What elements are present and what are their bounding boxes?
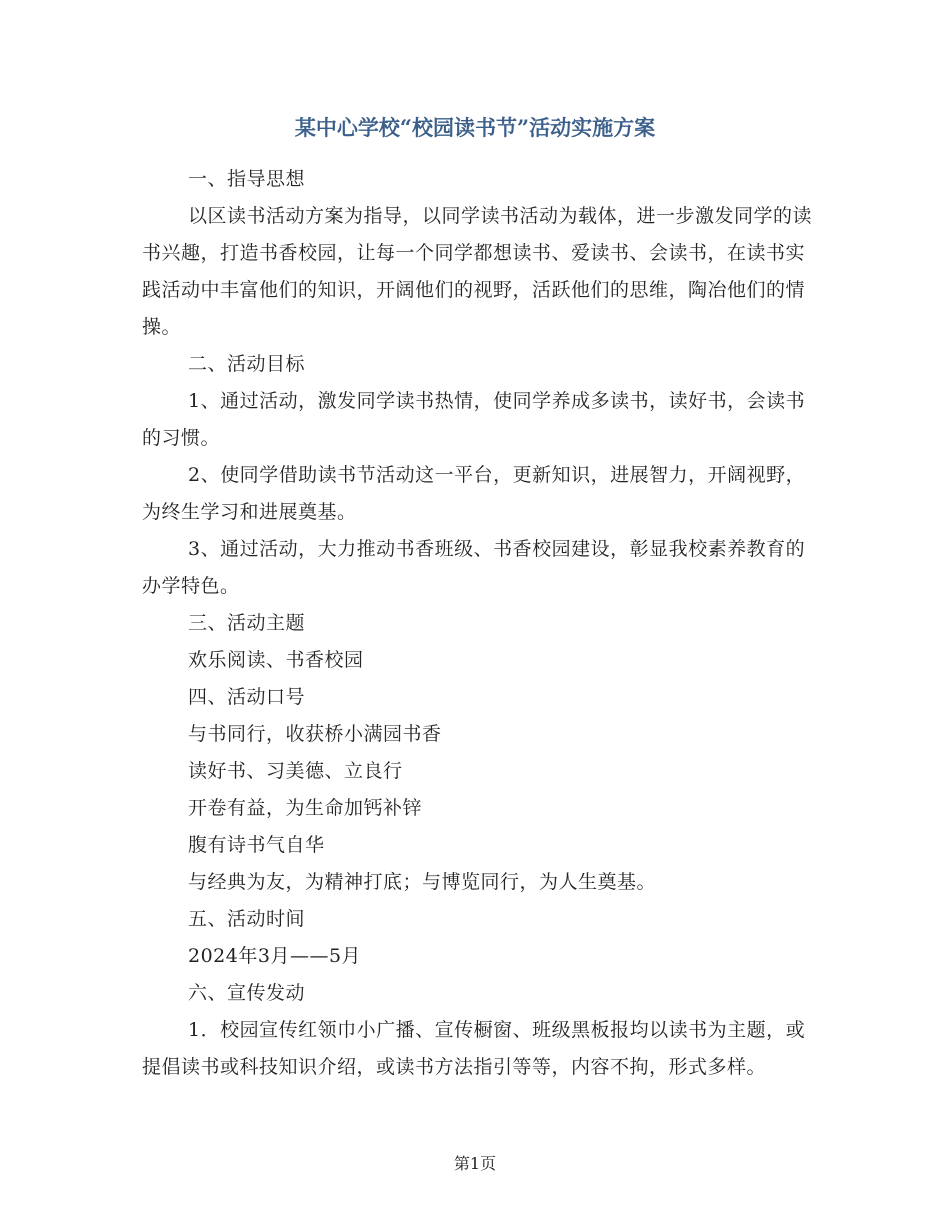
page-number: 第1页 <box>453 1154 497 1173</box>
body-paragraph: 欢乐阅读、书香校园 <box>188 649 364 671</box>
body-paragraph: 1．校园宣传红领巾小广播、宣传橱窗、班级黑板报均以读书为主题，或提倡读书或科技知识介绍，或读书方法指引等等，内容不拘，形式多样。 <box>142 1019 806 1078</box>
body-paragraph: 2024年3月——5月 <box>188 945 362 967</box>
section-heading: 六、宣传发动 <box>188 982 306 1004</box>
slogan-line: 腹有诗书气自华 <box>188 834 325 856</box>
document-body <box>142 161 814 1086</box>
body-paragraph: 以区读书活动方案为指导，以同学读书活动为载体，进一步激发同学的读书兴趣，打造书香校园，让每一个同学都想读书、爱读书、会读书，在读书实践活动中丰富他们的知识，开阔他们的视野，活跃他们的思维，陶冶他们的情操。 <box>142 205 813 338</box>
slogan-line: 与书同行，收获桥小满园书香 <box>188 723 442 745</box>
body-paragraph: 3、通过活动，大力推动书香班级、书香校园建设，彰显我校素养教育的办学特色。 <box>142 538 806 597</box>
slogan-line: 读好书、习美德、立良行 <box>188 760 403 782</box>
body-paragraph: 1、通过活动，激发同学读书热情，使同学养成多读书，读好书，会读书的习惯。 <box>142 390 806 449</box>
section-heading: 五、活动时间 <box>188 908 306 930</box>
section-heading: 一、指导思想 <box>188 168 306 190</box>
section-heading: 三、活动主题 <box>188 612 306 634</box>
slogan-line: 与经典为友，为精神打底；与博览同行，为人生奠基。 <box>188 871 657 893</box>
section-heading: 二、活动目标 <box>188 353 306 375</box>
slogan-line: 开卷有益，为生命加钙补锌 <box>188 797 423 819</box>
body-paragraph: 2、使同学借助读书节活动这一平台，更新知识，进展智力，开阔视野，为终生学习和进展奠基。 <box>142 464 806 523</box>
document-title: 某中心学校“校园读书节”活动实施方案 <box>294 115 656 140</box>
section-heading: 四、活动口号 <box>188 686 306 708</box>
